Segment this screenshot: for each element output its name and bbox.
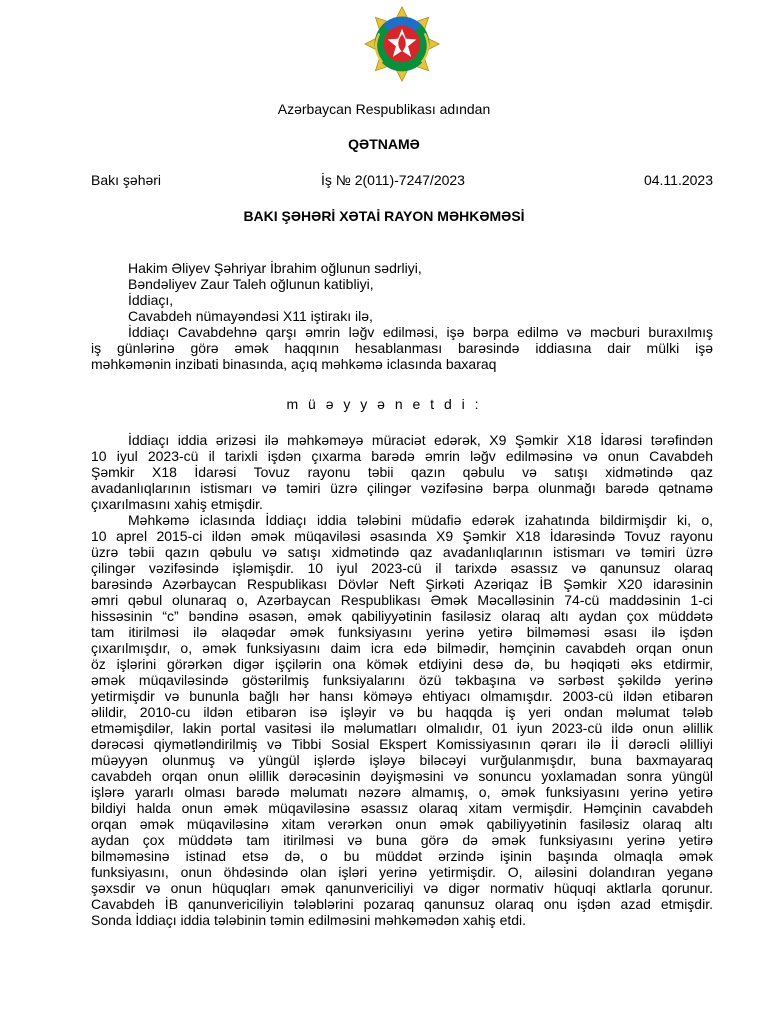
- paragraph-line: tam itirilməsi ilə əlaqədar əmək funksiyasını yerinə yetirə bilməməsi əsası ilə işdən: [91, 624, 713, 640]
- city-label: Bakı şəhəri: [91, 172, 162, 188]
- paragraph-line: üzrə təbii qazın qəbulu və satışı xidmətində qaz avadanlıqlarının istismarı və təmiri üzrə: [91, 544, 713, 560]
- composition-line: Bəndəliyev Zaur Taleh oğlunun katibliyi,: [128, 276, 374, 292]
- intro-line: məhkəmənin inzibati binasında, açıq məhkəmə iclasında baxaraq: [91, 356, 497, 372]
- paragraph-line: çıxarılmışdır, o, əmək funksiyasını daim icra edə bilmədir, həmçinin cavabdeh orqan onun: [91, 640, 713, 656]
- paragraph-line: əmək müqaviləsində göstərilmiş funksiyalarını özü təkbaşına və sərbəst şəkildə yerinə: [91, 672, 713, 688]
- paragraph-line: Məhkəmə iclasında İddiaçı iddia tələbini müdafiə edərək izahatında bildirmişdir ki, o,: [128, 512, 713, 528]
- composition-line: Cavabdeh nümayəndəsi X11 iştirakı ilə,: [128, 308, 373, 324]
- paragraph-line: öz işlərini görərkən digər işçilərin ona kömək etdiyini desə də, bu həqiqəti əks etdirmir,: [91, 656, 713, 672]
- paragraph-line: Şəmkir X18 İdarəsi Tovuz rayonu təbii qazın qəbulu və satışı xidmətində qaz: [91, 464, 713, 480]
- paragraph-line: avadanlıqlarının istismarı və təmiri üzrə çilingər vəzifəsinə bərpa olunmağı barədə qətnamə: [91, 480, 713, 496]
- document-type-title: QƏTNAMƏ: [348, 136, 420, 152]
- established-heading: m ü ə y y ə n e t d i :: [286, 396, 482, 412]
- paragraph-line: şəxsdir və onun hüquqları əmək qanunvericiliyi və digər normativ hüquqi aktlarla qorunur.: [91, 880, 713, 896]
- paragraph-line: 10 iyul 2023-cü il tarixli işdən çıxarma barədə əmrin ləğv edilməsinə və onun Cavabdeh: [91, 448, 713, 464]
- paragraph-line: orqan əmək müqaviləsinə xitam verərkən onun əmək qabiliyyətinin fasiləsiz olaraq altı: [91, 816, 713, 832]
- paragraph-line: Sonda İddiaçı iddia tələbinin təmin edilməsini məhkəmədən xahiş etdi.: [91, 912, 527, 928]
- paragraph-line: çıxarılmasını xahiş etmişdir.: [91, 496, 263, 512]
- paragraph-line: Cavabdeh İB qanunvericiliyin tələblərini pozaraq qanunsuz olaraq onu işdən azad etmişdir.: [91, 896, 713, 912]
- court-name: BAKI ŞƏHƏRİ XƏTAİ RAYON MƏHKƏMƏSİ: [243, 208, 525, 224]
- composition-block: [91, 260, 713, 324]
- paragraph-line: funksiyasını, onun öhdəsində olan işləri yerinə yetirmişdir. O, ailəsini dolandıran yeganə: [91, 864, 713, 880]
- paragraph-line: çilingər vəzifəsində işləmişdir. 10 iyul 2023-cü il tarixdə əsassız və qanunsuz olaraq: [91, 560, 713, 576]
- paragraph-line: bilməməsinə istinad etsə də, o bu müddət ərzində işinin başında olmaqla əmək: [91, 848, 713, 864]
- paragraph-line: etməmişdilər, lakin portal vasitəsi ilə məlumatları olmalıdır, 01 iyun 2023-cü ildə onun əlillik: [91, 720, 713, 736]
- azerbaijan-coat-of-arms-icon: [364, 6, 440, 82]
- paragraph-claim: [91, 432, 713, 512]
- paragraph-line: İddiaçı iddia ərizəsi ilə məhkəməyə müraciət edərək, X9 Şəmkir X18 İdarəsi tərəfindən: [128, 432, 713, 448]
- composition-line: Hakim Əliyev Şəhriyar İbrahim oğlunun sədrliyi,: [128, 260, 422, 276]
- paragraph-hearing: [91, 512, 713, 928]
- intro-paragraph: [91, 324, 713, 372]
- paragraph-line: işlərə yararlı olması barədə məlumatı nəzərə almamış, o, əmək funksiyasını yerinə yetirə: [91, 784, 713, 800]
- paragraph-line: əmri qəbul olunaraq o, Azərbaycan Respublikası Əmək Məcəlləsinin 74-cü maddəsinin 1-ci: [91, 592, 713, 608]
- paragraph-line: 10 aprel 2015-ci ildən əmək müqaviləsi əsasında X9 Şəmkir X18 İdarəsində Tovuz rayonu: [91, 528, 713, 544]
- decision-date: 04.11.2023: [643, 172, 713, 188]
- case-header-row: [91, 172, 713, 190]
- paragraph-line: barəsində Azərbaycan Respublikası Dövlər Neft Şirkəti Azəriqaz İB Şəmkir X20 idarəsinin: [91, 576, 713, 592]
- paragraph-line: dərəcəsi qiymətləndirilmiş və Tibbi Sosial Ekspert Komissiyasının qərarı ilə İİ dərəcli əlilliyi: [91, 736, 713, 752]
- paragraph-line: bildiyi halda onun əmək müqaviləsinə əsassız olaraq xitam vermişdir. Həmçinin cavabdeh: [91, 800, 713, 816]
- paragraph-line: əlildir, 2010-cu ildən etibarən isə işləyir və bu haqqda iş yeri ondan məlumat tələb: [91, 704, 713, 720]
- intro-line: iş günlərinə görə əmək haqqının hesablanması barəsində iddiasına dair mülki işə: [91, 340, 713, 356]
- paragraph-line: cavabdeh orqan onun əlillik dərəcəsinin dəyişməsini və sonuncu yoxlamadan sonra yüngül: [91, 768, 713, 784]
- composition-line: İddiaçı,: [128, 292, 174, 308]
- paragraph-line: yetirmişdir və bununla bağlı hər hansı köməyə ehtiyacı olmamışdır. 2003-cü ildən etibarən: [91, 688, 713, 704]
- paragraph-line: aydan çox müddətə tam itirilməsi və buna görə də əmək funksiyasını yerinə yetirə: [91, 832, 713, 848]
- paragraph-line: müəyyən olunmuş və yüngül işlərdə işləyə biləcəyi vurğulanmışdır, buna baxmayaraq: [91, 752, 713, 768]
- case-number: İş № 2(011)-7247/2023: [321, 172, 465, 188]
- paragraph-line: hissəsinin “c” bəndinə əsasən, əmək qabiliyyətinin fasiləsiz olaraq altı aydan çox müddətə: [91, 608, 713, 624]
- issuer-line: Azərbaycan Respublikası adından: [277, 101, 491, 117]
- intro-line: İddiaçı Cavabdehnə qarşı əmrin ləğv edilməsi, işə bərpa edilmə və məcburi buraxılmış: [128, 324, 713, 340]
